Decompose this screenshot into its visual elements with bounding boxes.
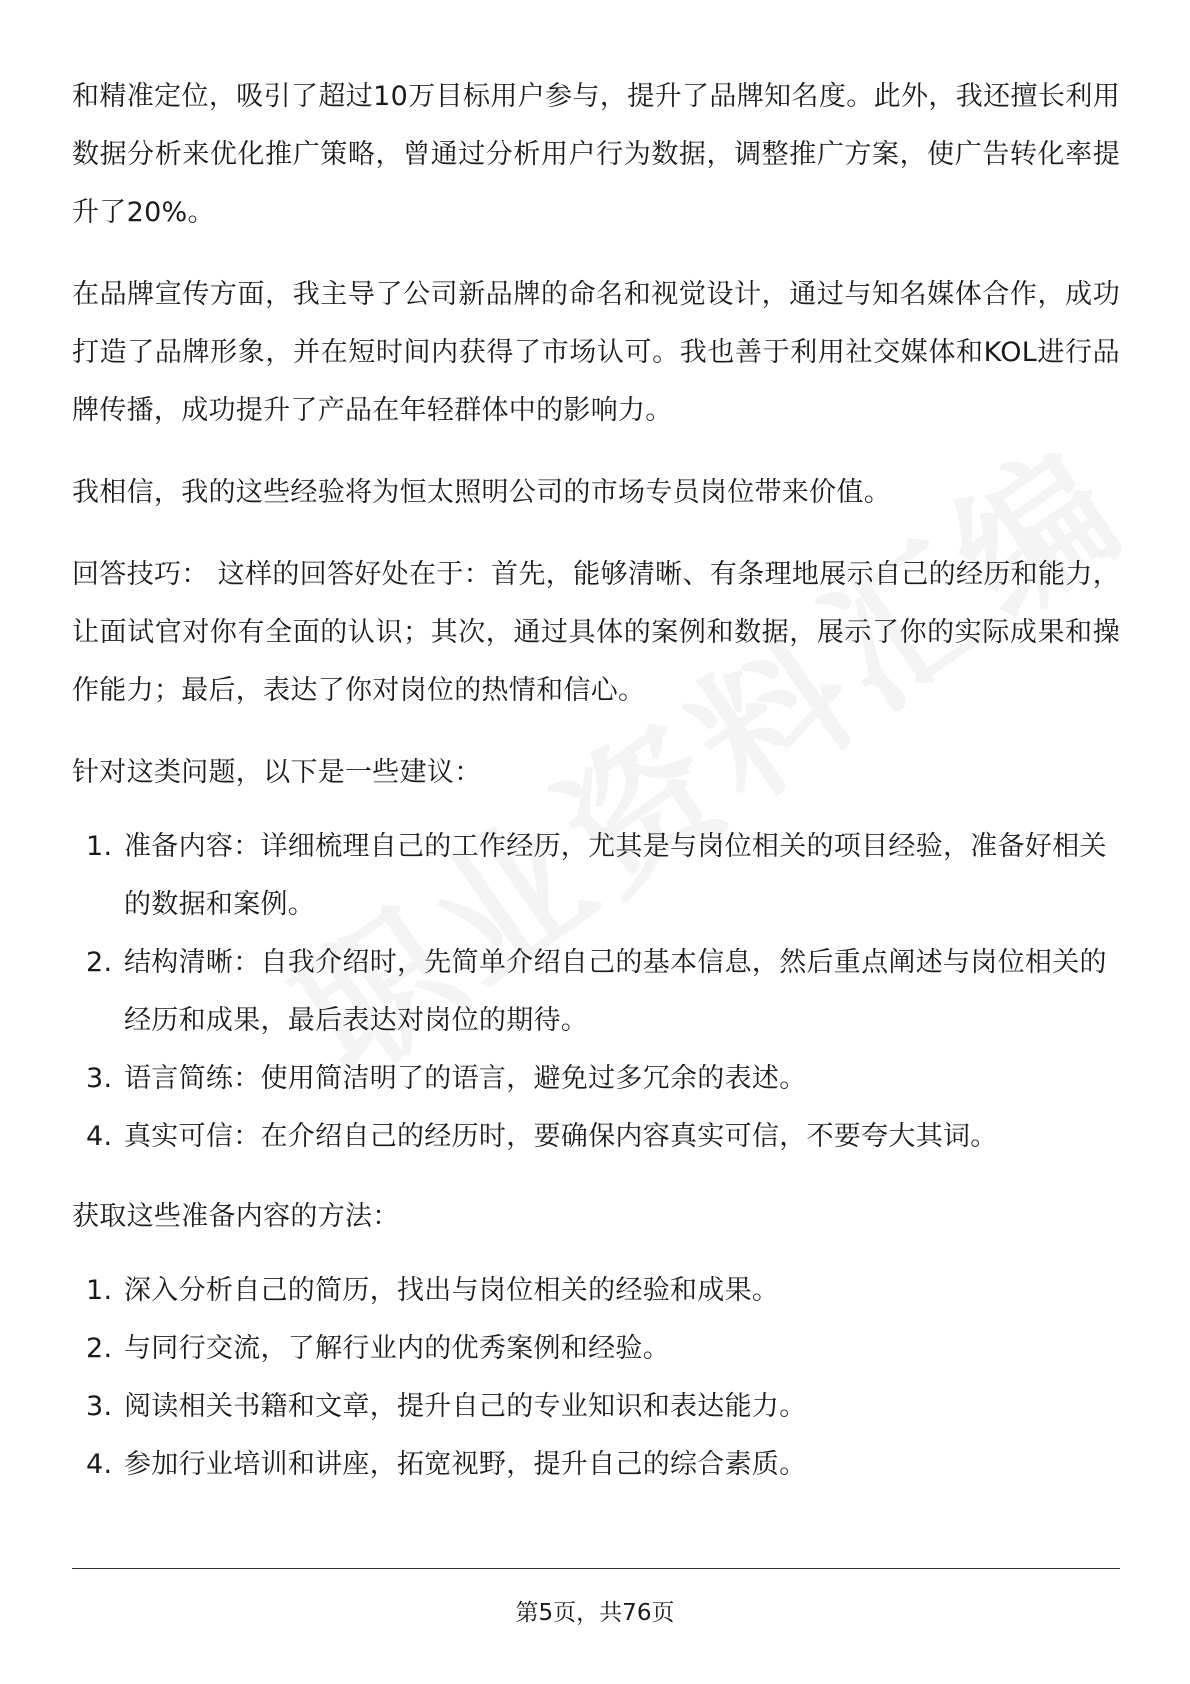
list-text: 与同行交流，了解行业内的优秀案例和经验。: [124, 1333, 670, 1364]
page-number: 第5页，共76页: [515, 1600, 675, 1626]
list-number: 3.: [86, 1391, 113, 1422]
list-number: 4.: [86, 1449, 113, 1480]
list-number: 1.: [86, 831, 113, 862]
list-item: [72, 1436, 1120, 1494]
document-page: [72, 68, 1120, 1516]
suggestions-list: [72, 818, 1120, 1166]
list-text: 阅读相关书籍和文章，提升自己的专业知识和表达能力。: [124, 1391, 807, 1422]
list-text: 准备内容：详细梳理自己的工作经历，尤其是与岗位相关的项目经验，准备好相关的数据和案例。: [124, 831, 1107, 920]
list-item: [72, 1050, 1120, 1108]
methods-heading: 获取这些准备内容的方法：: [72, 1201, 400, 1232]
paragraph-brand-building: 在品牌宣传方面，我主导了公司新品牌的命名和视觉设计，通过与知名媒体合作，成功打造了品牌形象，并在短时间内获得了市场认可。我也善于利用社交媒体和KOL进行品牌传播，成功提升了产品在年轻群体中的影响力。: [72, 279, 1120, 426]
paragraph-promotion-results: 和精准定位，吸引了超过10万目标用户参与，提升了品牌知名度。此外，我还擅长利用数据分析来优化推广策略，曾通过分析用户行为数据，调整推广方案，使广告转化率提升了20%。: [72, 81, 1120, 228]
list-item: [72, 934, 1120, 1050]
list-number: 2.: [86, 947, 113, 978]
list-number: 4.: [86, 1121, 113, 1152]
list-text: 参加行业培训和讲座，拓宽视野，提升自己的综合素质。: [124, 1449, 807, 1480]
suggestions-heading: 针对这类问题，以下是一些建议：: [72, 757, 482, 788]
footer-divider: [72, 1568, 1120, 1569]
list-text: 真实可信：在介绍自己的经历时，要确保内容真实可信，不要夸大其词。: [124, 1121, 998, 1152]
paragraph-conclusion: 我相信，我的这些经验将为恒太照明公司的市场专员岗位带来价值。: [72, 477, 891, 508]
methods-list: [72, 1262, 1120, 1494]
list-item: [72, 818, 1120, 934]
list-number: 3.: [86, 1063, 113, 1094]
list-item: [72, 1378, 1120, 1436]
list-number: 1.: [86, 1275, 113, 1306]
list-item: [72, 1262, 1120, 1320]
list-text: 深入分析自己的简历，找出与岗位相关的经验和成果。: [124, 1275, 780, 1306]
list-text: 语言简练：使用简洁明了的语言，避免过多冗余的表述。: [124, 1063, 807, 1094]
paragraph-answer-tips: 回答技巧： 这样的回答好处在于：首先，能够清晰、有条理地展示自己的经历和能力，让面试官对你有全面的认识；其次，通过具体的案例和数据，展示了你的实际成果和操作能力；最后，表达了你对岗位的热情和信心。: [72, 559, 1120, 706]
list-number: 2.: [86, 1333, 113, 1364]
list-item: [72, 1320, 1120, 1378]
list-item: [72, 1108, 1120, 1166]
list-text: 结构清晰：自我介绍时，先简单介绍自己的基本信息，然后重点阐述与岗位相关的经历和成果，最后表达对岗位的期待。: [124, 947, 1107, 1036]
